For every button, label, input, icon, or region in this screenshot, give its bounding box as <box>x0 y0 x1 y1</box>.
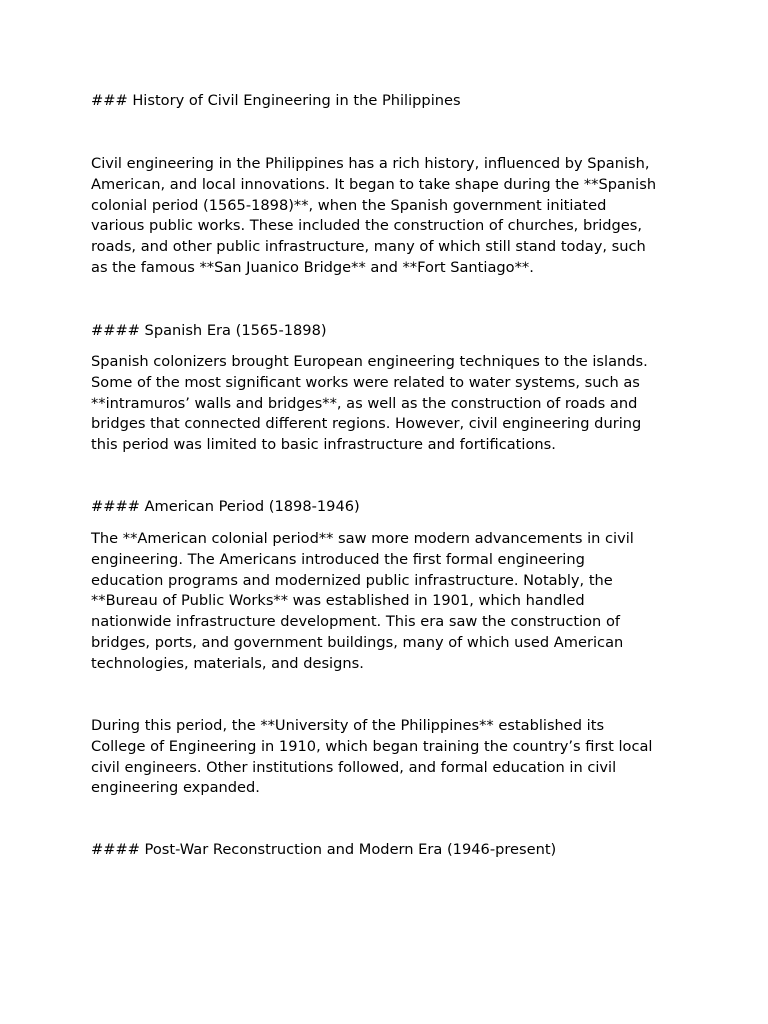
american-period-heading: #### American Period (1898-1946) <box>91 498 360 515</box>
spanish-era-paragraph: Spanish colonizers brought European engineering techniques to the islands. Some of the most significant works were related to water systems, such as **intramuros’ walls and bridges**, as well as the construction of roads and bridges that connected different regions. However, civil engineering during this period was limited to basic infrastructure and fortifications. <box>91 353 648 454</box>
spanish-era-heading: #### Spanish Era (1565-1898) <box>91 322 327 339</box>
postwar-heading: #### Post-War Reconstruction and Modern Era (1946-present) <box>91 841 557 858</box>
main-heading: ### History of Civil Engineering in the Philippines <box>91 92 461 109</box>
intro-paragraph: Civil engineering in the Philippines has a rich history, influenced by Spanish, American, and local innovations. It began to take shape during the **Spanish colonial period (1565-1898)**, when the Spanish government initiated various public works. These included the construction of churches, bridges, roads, and other public infrastructure, many of which still stand today, such as the famous **San Juanico Bridge** and **Fort Santiago**. <box>91 155 657 276</box>
american-period-paragraph-2: During this period, the **University of the Philippines** established its College of Engineering in 1910, which began training the country’s first local civil engineers. Other institutions followed, and formal education in civil engineering expanded. <box>91 717 653 797</box>
american-period-paragraph-1: The **American colonial period** saw more modern advancements in civil engineering. The Americans introduced the first formal engineering education programs and modernized public infrastructure. Notably, the **Bureau of Public Works** was established in 1901, which handled nationwide infrastructure development. This era saw the construction of bridges, ports, and government buildings, many of which used American technologies, materials, and designs. <box>91 530 634 672</box>
